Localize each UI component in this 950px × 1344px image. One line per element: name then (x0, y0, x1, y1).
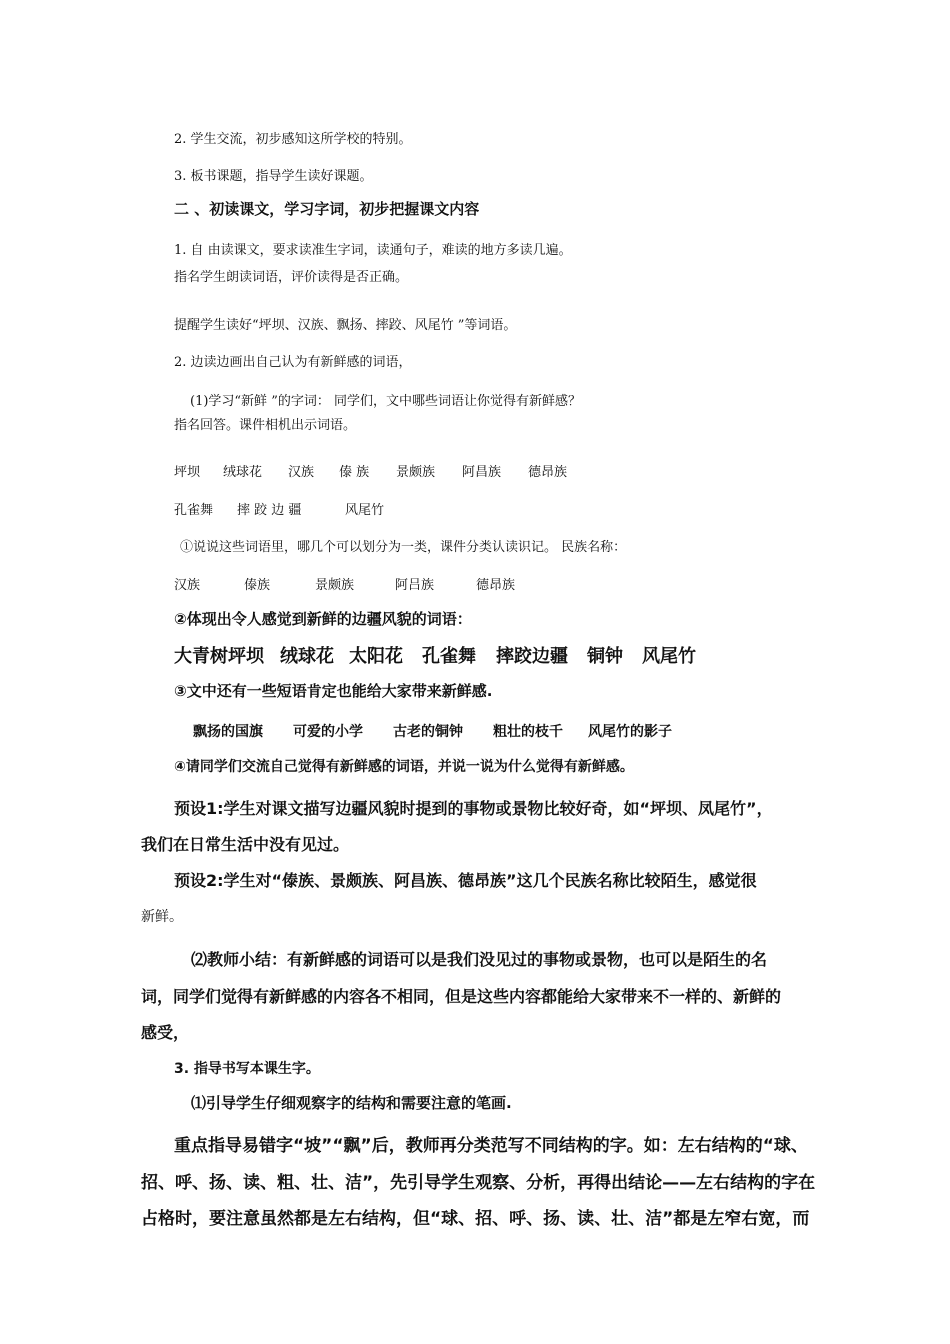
word-list-row-1 (174, 461, 567, 480)
preset-1-line-1: 预设1:学生对课文描写边疆风貌时提到的事物或景物比较好奇，如“坪坝、凤尾竹”， (174, 799, 773, 818)
circle-2-text: ②体现出令人感觉到新鲜的边疆风貌的词语： (174, 610, 472, 628)
circle-1-text: ①说说这些词语里，哪几个可以划分为一类，课件分类认读识记。 民族名称： (180, 540, 627, 555)
focus-line-3: 占格时，要注意虽然都是左右结构，但“球、招、呼、扬、读、壮、洁”都是左窄右宽，而 (141, 1209, 810, 1229)
ethnic-name: 阿吕族 (395, 578, 435, 593)
word-item: 风尾竹 (345, 503, 385, 518)
frontier-word: 大青树坪坝 (174, 646, 264, 667)
ethnic-name: 傣族 (244, 578, 271, 593)
word-item: 坪坝 (174, 465, 201, 480)
ethnic-name: 德昂族 (476, 578, 516, 593)
phrase-item: 可爱的小学 (293, 724, 363, 740)
sub-step-1-note: 指名回答。课件相机出示词语。 (174, 418, 357, 433)
step-2-text: 2. 学生交流，初步感知这所学校的特别。 (174, 132, 412, 147)
step-3-text: 3. 板书课题，指导学生读好课题。 (174, 169, 373, 184)
frontier-word: 绒球花 (280, 646, 334, 667)
phrase-item: 粗壮的枝千 (493, 724, 563, 740)
phrase-item: 风尾竹的影子 (588, 724, 672, 740)
word-item: 汉族 (288, 465, 315, 480)
section-2-heading: 二 、初读课文，学习字词，初步把握课文内容 (174, 200, 480, 218)
frontier-word: 孔雀舞 (422, 646, 476, 667)
write-step-3: 3. 指导书写本课生字。 (174, 1061, 320, 1077)
phrase-item: 古老的铜钟 (393, 724, 463, 740)
circle-3-text: ③文中还有一些短语肯定也能给大家带来新鲜感. (174, 682, 493, 700)
write-sub-step-1: ⑴引导学生仔细观察字的结构和需要注意的笔画. (191, 1094, 512, 1112)
ethnic-name: 景颇族 (315, 578, 355, 593)
focus-line-2: 招、呼、扬、读、粗、壮、洁”，先引导学生观察、分析，再得出结论——左右结构的字在 (141, 1173, 816, 1193)
reading-reminder: 提醒学生读好“坪坝、汉族、飘扬、摔跤、风尾竹 ”等词语。 (174, 318, 517, 333)
frontier-words-row (174, 642, 696, 668)
word-item: 傣 族 (339, 465, 370, 480)
preset-1-line-2: 我们在日常生活中没有见过。 (141, 835, 350, 854)
focus-line-1: 重点指导易错字“坡”“飘”后，教师再分类范写不同结构的字。如：左右结构的“球、 (174, 1136, 808, 1156)
phrase-item: 飘扬的国旗 (193, 724, 263, 740)
word-item: 孔雀舞 (174, 503, 214, 518)
word-item: 阿昌族 (462, 465, 502, 480)
word-item: 摔 跤 边 疆 (237, 503, 302, 518)
summary-line-3: 感受， (141, 1023, 190, 1042)
sub-step-1: (1)学习“新鲜 ”的字词： 同学们，文中哪些词语让你觉得有新鲜感？ (190, 394, 581, 409)
preset-2-line-2: 新鲜。 (141, 909, 183, 925)
read-step-1-note: 指名学生朗读词语，评价读得是否正确。 (174, 270, 409, 285)
read-step-1: 1. 自 由读课文，要求读准生字词，读通句子，难读的地方多读几遍。 (174, 243, 572, 258)
ethnic-names-row (174, 574, 515, 593)
circle-4-text: ④请同学们交流自己觉得有新鲜感的词语，并说一说为什么觉得有新鲜感。 (174, 759, 634, 775)
phrases-row (193, 721, 672, 741)
frontier-word: 摔跤边疆 (496, 646, 568, 667)
summary-line-1: ⑵教师小结：有新鲜感的词语可以是我们没见过的事物或景物，也可以是陌生的名 (191, 950, 768, 969)
word-item: 德昂族 (528, 465, 568, 480)
frontier-word: 风尾竹 (642, 646, 696, 667)
word-item: 绒球花 (223, 465, 263, 480)
ethnic-name: 汉族 (174, 578, 201, 593)
frontier-word: 铜钟 (587, 646, 623, 667)
summary-line-2: 词，同学们觉得有新鲜感的内容各不相同，但是这些内容都能给大家带来不一样的、新鲜的 (141, 987, 782, 1006)
preset-2-line-1: 预设2:学生对“傣族、景颇族、阿昌族、德昂族”这几个民族名称比较陌生，感觉很 (174, 871, 757, 890)
frontier-word: 太阳花 (349, 646, 403, 667)
read-step-2: 2. 边读边画出自己认为有新鲜感的词语， (174, 355, 412, 370)
word-list-row-2 (174, 499, 384, 518)
word-item: 景颇族 (396, 465, 436, 480)
